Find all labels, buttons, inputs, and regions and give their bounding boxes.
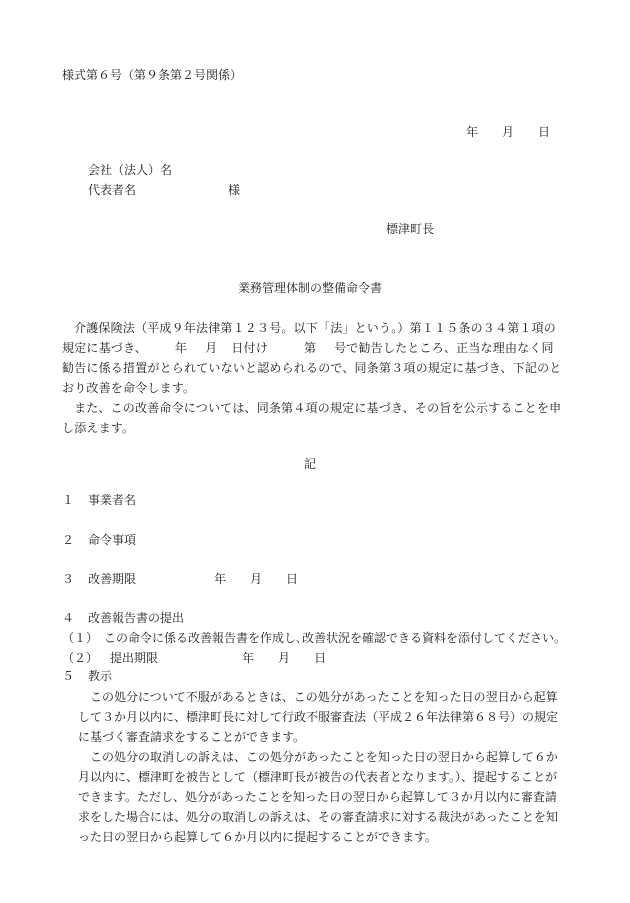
- body-paragraph-2: また、この改善命令については、同条第４項の規定に基づき、その旨を公示することを申し添えます。: [62, 401, 562, 435]
- item-5: ５ 教示: [62, 669, 113, 683]
- item-2: ２ 命令事項: [62, 533, 137, 547]
- recipient-representative: 代表者名: [88, 183, 137, 197]
- date-month: 月: [502, 125, 515, 139]
- body-paragraph-1: 介護保険法（平成９年法律第１２３号。以下「法」という。）第１１５条の３４第１項の規定に基づき、 年 月 日付け 第 号で勧告したところ、正当な理由なく同勧告に係る措置がとられていないと認められるので、同条第３項の規定に基づき、下記のとおり改善を命令します。: [62, 321, 562, 395]
- item-5-paragraph-1: この処分について不服があるときは、この処分があったことを知った日の翌日から起算して３か月以内に、標津町長に対して行政不服審査法（平成２６年法律第６８号）の規定に基づく審査請求をすることができます。: [78, 690, 559, 744]
- item-3: ３ 改善期限 年 月 日: [62, 572, 299, 586]
- date-year: 年: [466, 125, 479, 139]
- item-4: ４ 改善報告書の提出: [62, 611, 185, 625]
- item-5-paragraph-2: この処分の取消しの訴えは、この処分があったことを知った日の翌日から起算して６か月以内に、標津町を被告として（標津町長が被告の代表者となります。）、提起することができます。ただし、処分があったことを知った日の翌日から起算して３か月以内に審査請求をした場合には、処分の取消しの訴えは、その審査請求に対する裁決があったことを知った日の翌日から起算して６か月以内に提起することができます。: [78, 750, 558, 844]
- issuer: 標津町長: [386, 222, 435, 236]
- document-title: 業務管理体制の整備命令書: [238, 281, 383, 295]
- recipient-honorific: 様: [228, 183, 241, 197]
- recipient-company: 会社（法人）名: [88, 163, 173, 177]
- item-4-sub-1: （１） この命令に係る改善報告書を作成し､改善状況を確認できる資料を添付してください。: [62, 631, 567, 645]
- date-day: 日: [538, 125, 551, 139]
- form-label: 様式第６号（第９条第２号関係）: [62, 68, 243, 82]
- item-4-sub-2: （２） 提出期限 年 月 日: [62, 651, 327, 665]
- ki-heading: 記: [304, 457, 317, 471]
- item-1: １ 事業者名: [62, 493, 137, 507]
- issue-date: [466, 125, 550, 141]
